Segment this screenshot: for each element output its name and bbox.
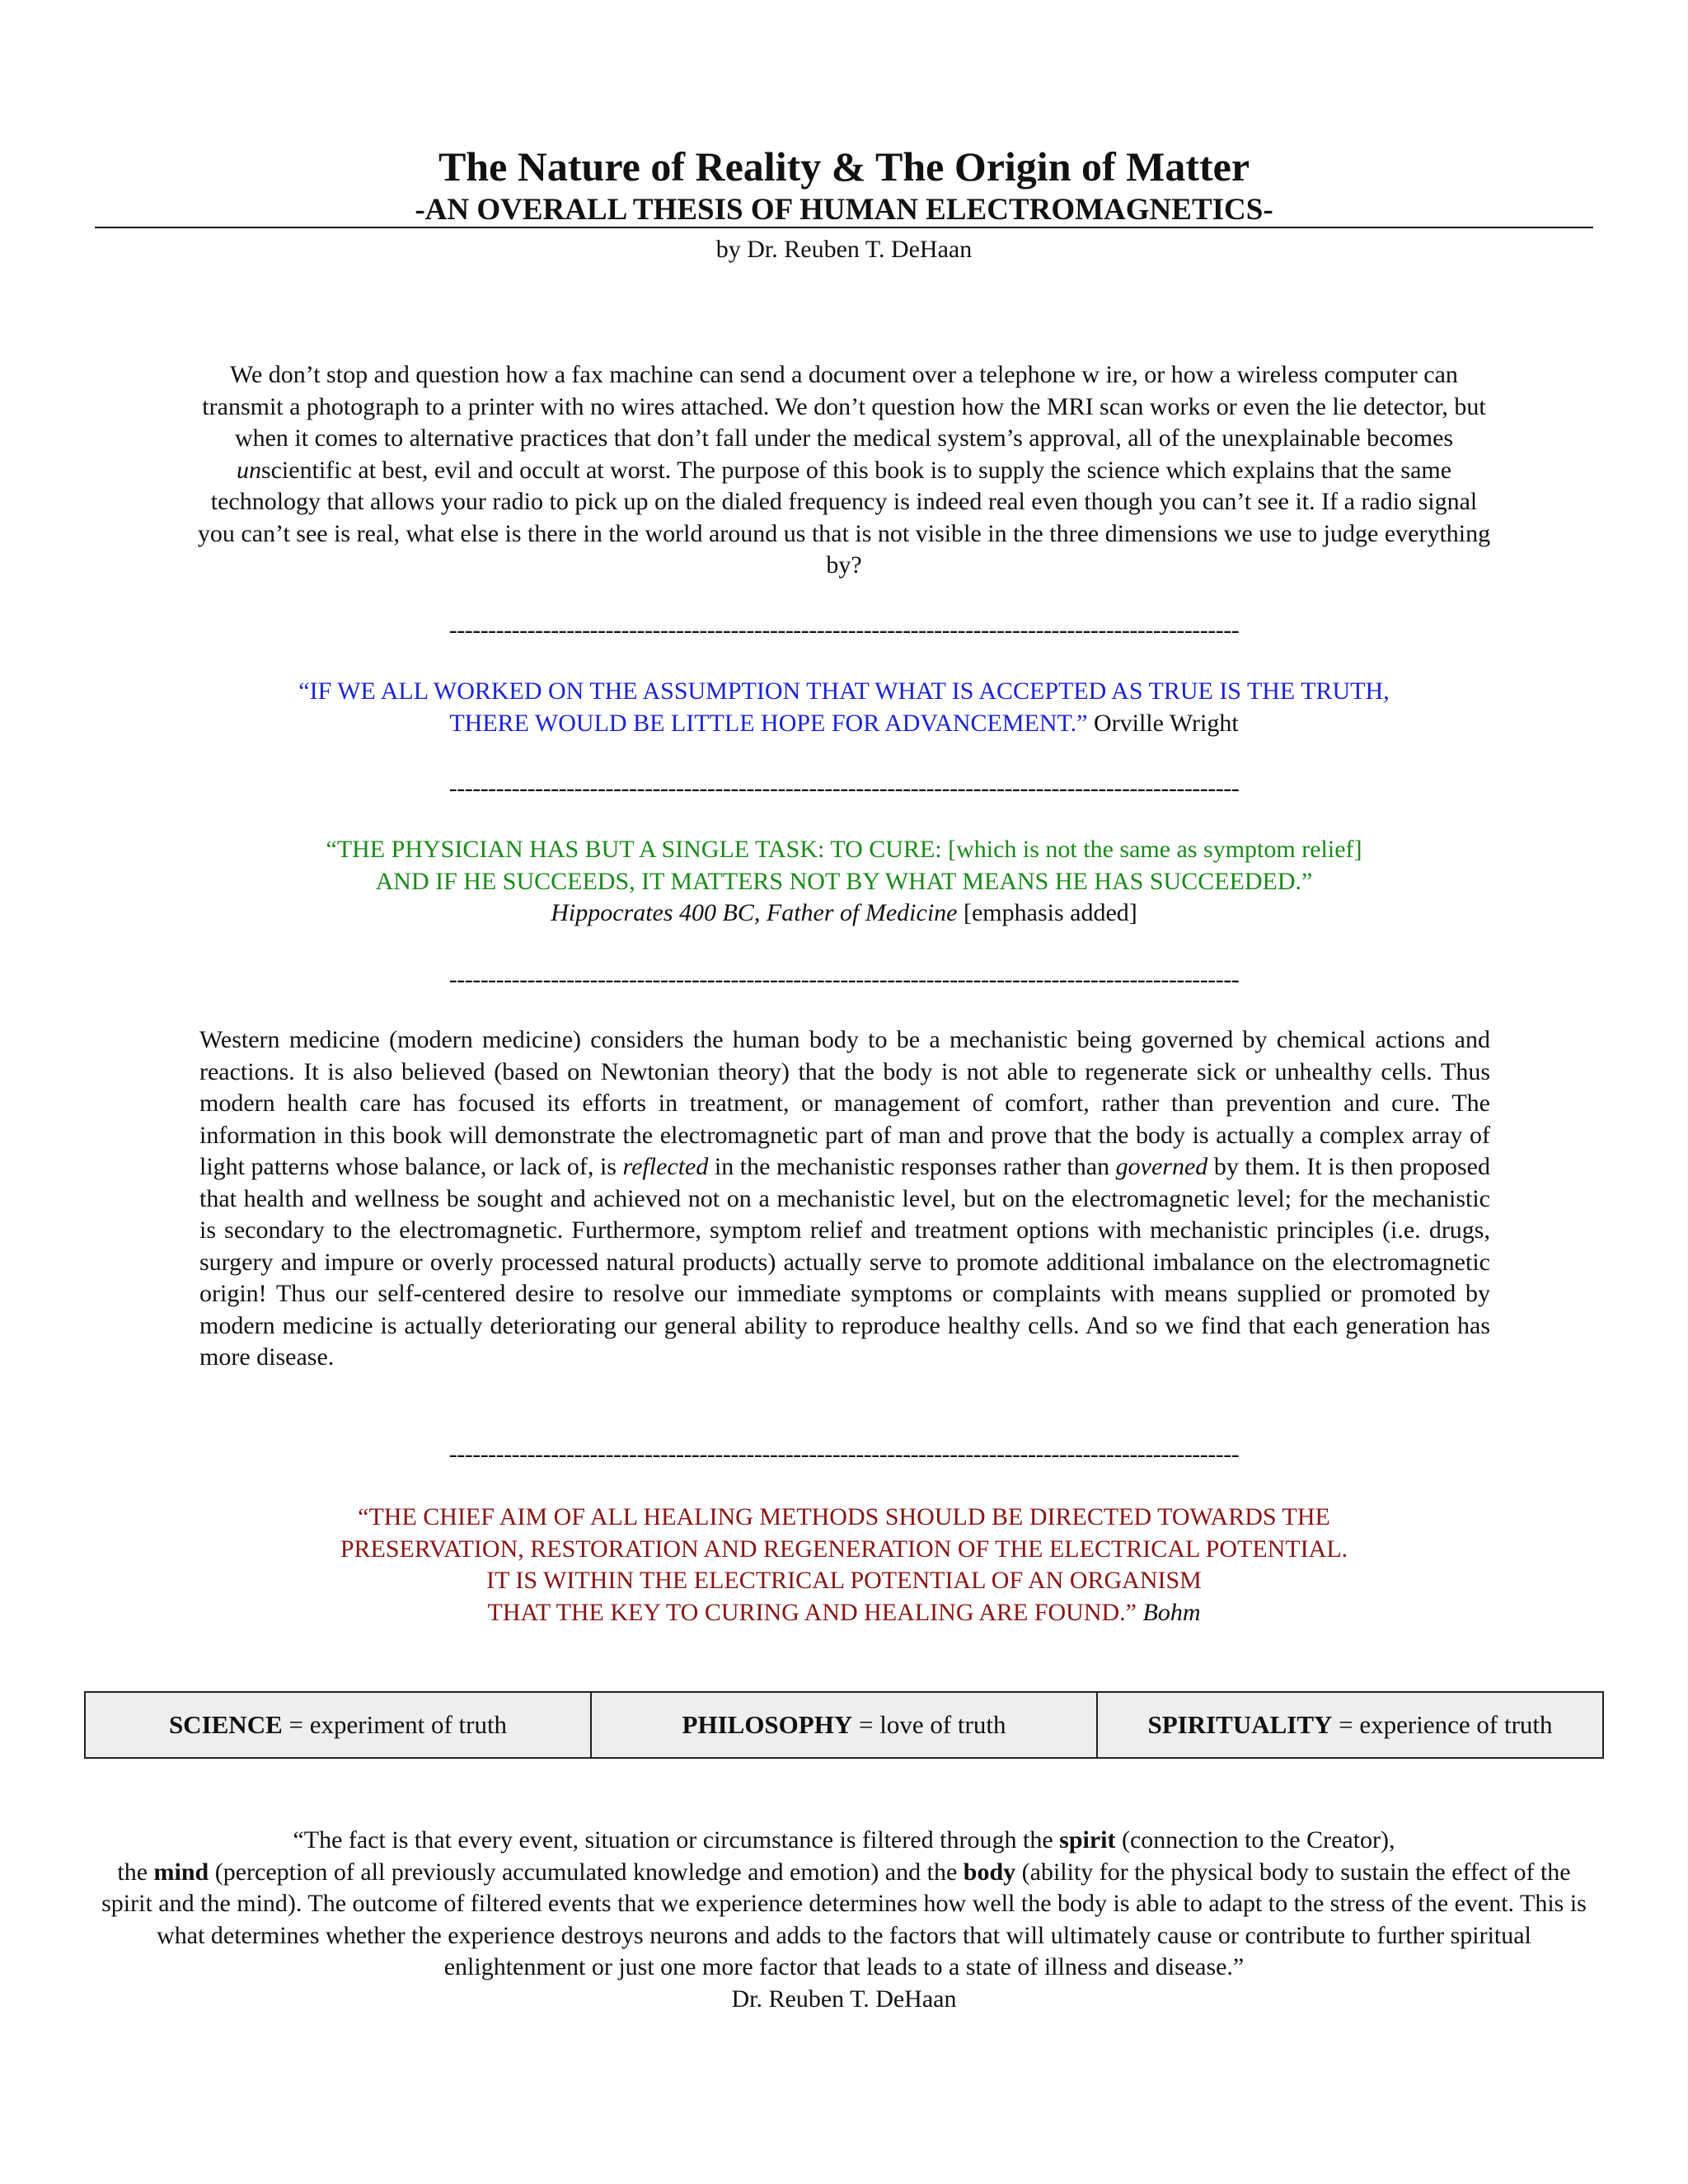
triad-cell-philosophy: PHILOSOPHY = love of truth — [592, 1693, 1098, 1757]
title-rule — [95, 227, 1593, 228]
quote-hippocrates-attribution: Hippocrates 400 BC, Father of Medicine — [551, 899, 958, 926]
separator-2: ----------------------------------------------------------------------------------------------------- — [448, 775, 1240, 802]
quote-wright-attribution: Orville Wright — [1087, 709, 1239, 737]
intro-emphasis: un — [236, 456, 261, 484]
truth-triad-table — [84, 1691, 1604, 1759]
quote-bohm: “THE CHIEF AIM OF ALL HEALING METHODS SHOULD BE DIRECTED TOWARDS THE PRESERVATION, RESTORATION AND REGENERATION OF THE ELECTRICAL POTENTIAL. IT IS WITHIN THE ELECTRICAL POTENTIAL OF AN ORGANISM THAT THE KEY TO CURING AND HEALING ARE FOUND.” Bohm — [340, 1503, 1348, 1626]
closing-quote: “The fact is that every event, situation or circumstance is filtered through the spirit (connection to the Creator), the mind (perception of all previously accumulated knowledge and emotion) and the body (ability for the physical body to sustain the effect of the spirit and the mind). The outcome of filtered events that we experience determines how well the body is able to adapt to the stress of the event. This is what determines whether the experience destroys neurons and adds to the factors that will ultimately cause or contribute to further spiritual enlightenment or just one more factor that leads to a state of illness and disease.” Dr. Reuben T. DeHaan — [101, 1826, 1587, 2013]
triad-cell-science: SCIENCE = experiment of truth — [86, 1693, 592, 1757]
quote-bohm-attribution: Bohm — [1142, 1598, 1201, 1626]
separator-4: ----------------------------------------------------------------------------------------------------- — [448, 1441, 1240, 1468]
triad-cell-spirituality: SPIRITUALITY = experience of truth — [1147, 1710, 1553, 1739]
intro-paragraph: We don’t stop and question how a fax machine can send a document over a telephone w ire, or how a wireless computer can transmit a photograph to a printer with no wires attached. We don’t question how the MRI scan works or even the lie detector, but when it comes to alternative practices that don’t fall under the medical system’s approval, all of the unexplainable becomes unscientific at best, evil and occult at worst. The purpose of this book is to supply the science which explains that the same technology that allows your radio to pick up on the dialed frequency is indeed real even though you can’t see it. If a radio signal you can’t see is real, what else is there in the world around us that is not visible in the three dimensions we use to judge everything by? — [197, 361, 1491, 579]
separator-3: ----------------------------------------------------------------------------------------------------- — [448, 966, 1240, 993]
document-title: The Nature of Reality & The Origin of Matter — [438, 143, 1250, 190]
byline: by Dr. Reuben T. DeHaan — [715, 236, 973, 263]
body-paragraph: Western medicine (modern medicine) considers the human body to be a mechanistic being governed by chemical actions and reactions. It is also believed (based on Newtonian theory) that the body is not able to regenerate sick or unhealthy cells. Thus modern health care has focused its efforts in treatment, or management of comfort, rather than prevention and cure. The information in this book will demonstrate the electromagnetic part of man and prove that the body is actually a complex array of light patterns whose balance, or lack of, is reflected in the mechanistic responses rather than governed by them. It is then proposed that health and wellness be sought and achieved not on a mechanistic level, but on the electromagnetic level; for the mechanistic is secondary to the electromagnetic. Furthermore, symptom relief and treatment options with mechanistic principles (i.e. drugs, surgery and impure or overly processed natural products) actually serve to promote additional imbalance on the electromagnetic origin! Thus our self-centered desire to resolve our immediate symptoms or complaints with means supplied or promoted by modern medicine is actually deteriorating our general ability to reproduce healthy cells. And so we find that each generation has more disease. — [199, 1026, 1491, 1371]
quote-wright: “IF WE ALL WORKED ON THE ASSUMPTION THAT WHAT IS ACCEPTED AS TRUE IS THE TRUTH, THERE WOULD BE LITTLE HOPE FOR ADVANCEMENT.” Orville Wright — [298, 677, 1390, 737]
quote-hippocrates: “THE PHYSICIAN HAS BUT A SINGLE TASK: TO CURE: [which is not the same as symptom relief] AND IF HE SUCCEEDS, IT MATTERS NOT BY WHAT MEANS HE HAS SUCCEEDED.” Hippocrates 400 BC, Father of Medicine [emphasis added] — [326, 836, 1362, 926]
separator-1: ----------------------------------------------------------------------------------------------------- — [448, 616, 1240, 644]
document-subtitle: -AN OVERALL THESIS OF HUMAN ELECTROMAGNETICS- — [415, 193, 1273, 227]
closing-author: Dr. Reuben T. DeHaan — [731, 1985, 957, 2013]
